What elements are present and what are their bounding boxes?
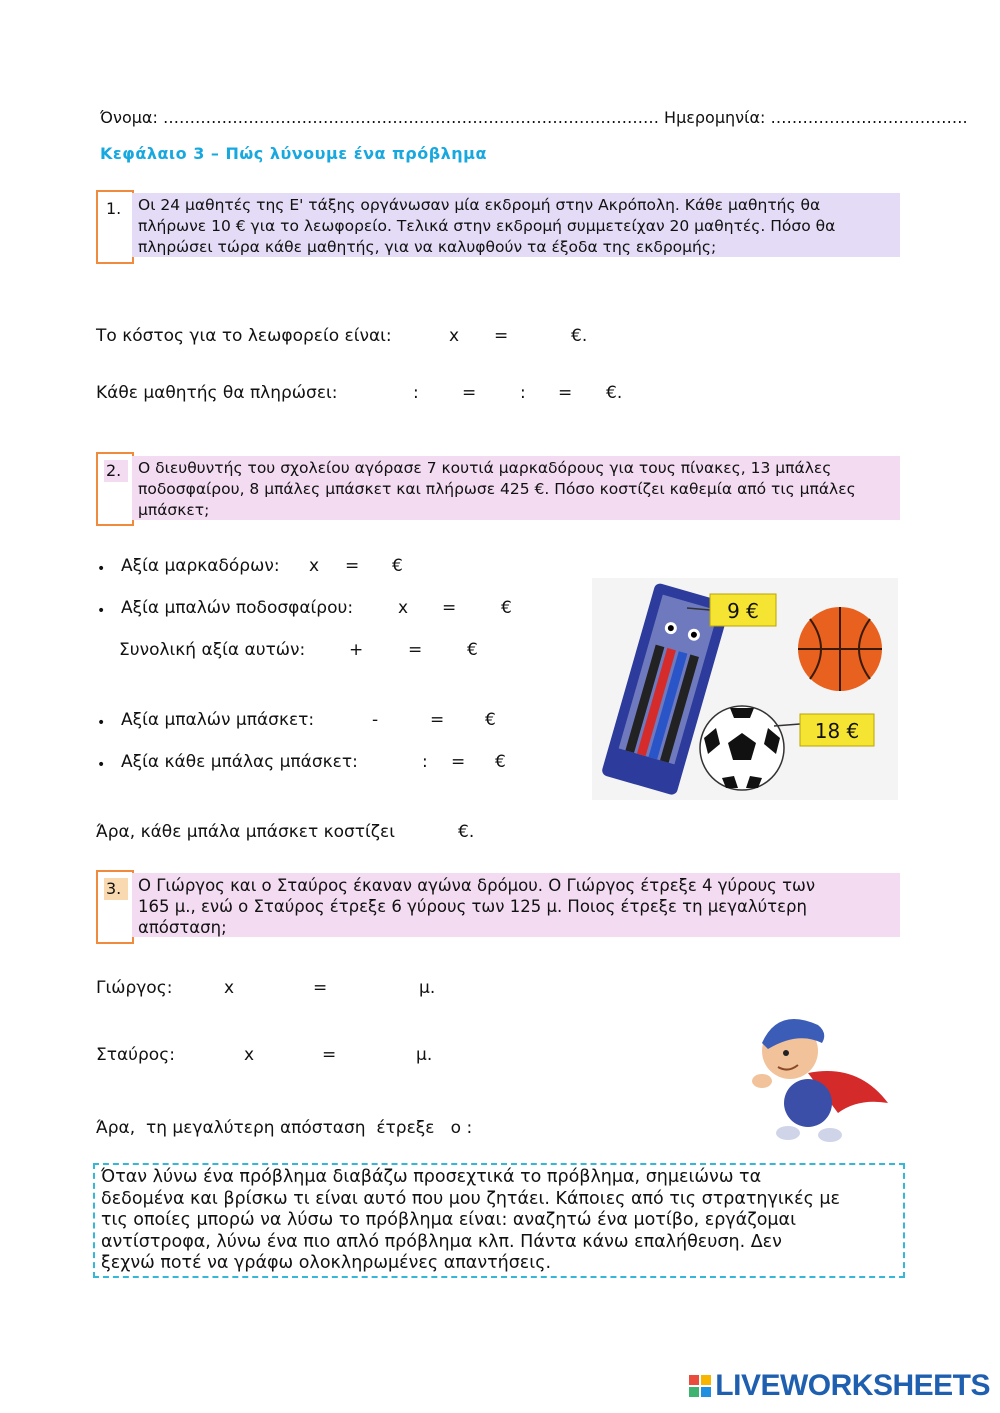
date-field[interactable]: ……………………………….: [770, 108, 968, 127]
name-label: Όνομα:: [100, 108, 158, 127]
bullet: •: [97, 715, 106, 731]
q2-row-label: Αξία μαρκαδόρων:: [121, 556, 280, 576]
chapter-title: Κεφάλαιο 3 – Πώς λύνουμε ένα πρόβλημα: [100, 144, 487, 163]
q3-conclusion: Άρα, τη μεγαλύτερη απόσταση έτρεξε ο :: [96, 1118, 473, 1138]
question-2-line: μπάσκετ;: [138, 501, 210, 519]
question-1-number: 1.: [104, 198, 128, 220]
q3-row1-label: Γιώργος:: [96, 978, 173, 998]
logo-squares-icon: [689, 1375, 711, 1397]
tip-line: αντίστροφα, λύνω ένα πιο απλό πρόβλημα κλπ. Πάντα κάνω επαλήθευση. Δεν: [101, 1231, 782, 1252]
boy-body: [784, 1079, 832, 1127]
q2-row-op: x: [309, 556, 320, 576]
tip-line: Όταν λύνω ένα πρόβλημα διαβάζω προσεχτικά το πρόβλημα, σημειώνω τα: [101, 1167, 762, 1187]
question-2-number: 2.: [104, 460, 128, 482]
soccer-ball-icon: [700, 706, 784, 790]
q3-row1-eq: =: [313, 978, 328, 998]
question-3-line: απόσταση;: [138, 918, 227, 937]
q2-row-op: +: [349, 640, 364, 660]
q2-row-eq: =: [451, 752, 466, 772]
question-2-text: [132, 456, 900, 520]
q1-row1-times: x: [449, 326, 460, 346]
price-tag-ball-text: 18 €: [814, 719, 860, 743]
question-1-line: πλήρωνε 10 € για το λεωφορείο. Τελικά στην εκδρομή συμμετείχαν 20 μαθητές. Πόσο θα: [138, 217, 836, 235]
bullet: •: [97, 603, 106, 619]
q2-row-label: Αξία μπαλών μπάσκετ:: [121, 710, 315, 730]
q2-row-op: :: [422, 752, 428, 772]
q2-conclusion: Άρα, κάθε μπάλα μπάσκετ κοστίζει: [96, 822, 395, 842]
boy-shoe-right: [818, 1128, 842, 1142]
q3-row1-op: x: [224, 978, 235, 998]
question-3-number: 3.: [104, 878, 128, 900]
q3-row2-label: Σταύρος:: [96, 1045, 175, 1065]
q2-row-op: x: [398, 598, 409, 618]
date-label: Ημερομηνία:: [664, 108, 766, 127]
q1-row2-div1: :: [413, 383, 419, 403]
question-1-text: [132, 193, 900, 257]
running-boy-illustration: [738, 1003, 898, 1143]
q3-row2-unit: μ.: [416, 1045, 433, 1065]
header-line: [100, 108, 968, 127]
q2-row-unit: €: [495, 752, 506, 772]
question-2-number-box: [96, 452, 134, 526]
q1-row2-label: Κάθε μαθητής θα πληρώσει:: [96, 383, 338, 403]
logo-text: LIVEWORKSHEETS: [715, 1369, 990, 1402]
question-2-line: Ο διευθυντής του σχολείου αγόρασε 7 κουτιά μαρκαδόρους για τους πίνακες, 13 μπάλες: [138, 459, 832, 477]
q1-row2-unit: €.: [606, 383, 623, 403]
q2-conclusion-unit: €.: [458, 822, 475, 842]
tip-line: δεδομένα και βρίσκω τι είναι αυτό που μου ζητάει. Κάποιες από τις στρατηγικές με: [101, 1188, 840, 1209]
q1-row2-div2: :: [520, 383, 526, 403]
q1-row1-equals: =: [494, 326, 509, 346]
q2-row-unit: €: [485, 710, 496, 730]
q1-row2-eq1: =: [462, 383, 477, 403]
question-3-line: 165 μ., ενώ ο Σταύρος έτρεξε 6 γύρους των 125 μ. Ποιος έτρεξε τη μεγαλύτερη: [138, 897, 807, 916]
q2-row-eq: =: [430, 710, 445, 730]
question-3-number-box: [96, 870, 134, 944]
q2-row-eq: =: [442, 598, 457, 618]
tip-line: ξεχνώ ποτέ να γράφω ολοκληρωμένες απαντήσεις.: [101, 1253, 552, 1273]
bullet: •: [97, 561, 106, 577]
q2-row-op: -: [372, 710, 379, 730]
bullet: •: [97, 757, 106, 773]
q2-row-eq: =: [408, 640, 423, 660]
q2-row-unit: €: [501, 598, 512, 618]
markers-and-balls-illustration: [592, 578, 898, 800]
boy-hand: [752, 1074, 772, 1088]
q3-row2-eq: =: [322, 1045, 337, 1065]
q2-row-label: Αξία κάθε μπάλας μπάσκετ:: [121, 752, 358, 772]
name-field[interactable]: …………………………………………………………………………………: [162, 108, 659, 127]
q1-row1-unit: €.: [571, 326, 588, 346]
boy-shoe-left: [776, 1126, 800, 1140]
tip-line: τις οποίες μπορώ να λύσω το πρόβλημα είναι: αναζητώ ένα μοτίβο, εργάζομαι: [101, 1210, 797, 1230]
q2-row-label: Αξία μπαλών ποδοσφαίρου:: [121, 598, 354, 618]
basketball-icon: [798, 607, 882, 691]
boy-eye: [783, 1050, 789, 1056]
q2-row-eq: =: [345, 556, 360, 576]
q2-row-unit: €: [467, 640, 478, 660]
q2-row-unit: €: [392, 556, 403, 576]
question-2-line: ποδοσφαίρου, 8 μπάλες μπάσκετ και πλήρωσε 425 €. Πόσο κοστίζει καθεμία από τις μπάλες: [138, 480, 856, 498]
question-1-line: Οι 24 μαθητές της Ε' τάξης οργάνωσαν μία εκδρομή στην Ακρόπολη. Κάθε μαθητής θα: [138, 196, 821, 214]
question-1-number-box: [96, 190, 134, 264]
question-3-text: [132, 873, 900, 937]
liveworksheets-logo[interactable]: [689, 1369, 990, 1403]
question-1-line: πληρώσει τώρα κάθε μαθητής, για να καλυφθούν τα έξοδα της εκδρομής;: [138, 238, 717, 256]
price-tag-markers-text: 9 €: [727, 599, 759, 623]
q1-row1-label: Το κόστος για το λεωφορείο είναι:: [96, 326, 392, 346]
question-3-line: Ο Γιώργος και ο Σταύρος έκαναν αγώνα δρόμου. Ο Γιώργος έτρεξε 4 γύρους των: [138, 876, 816, 895]
q3-row1-unit: μ.: [419, 978, 436, 998]
q3-row2-op: x: [244, 1045, 255, 1065]
q1-row2-eq2: =: [558, 383, 573, 403]
tip-box: [93, 1163, 905, 1278]
q2-row-label: Συνολική αξία αυτών:: [119, 640, 306, 660]
